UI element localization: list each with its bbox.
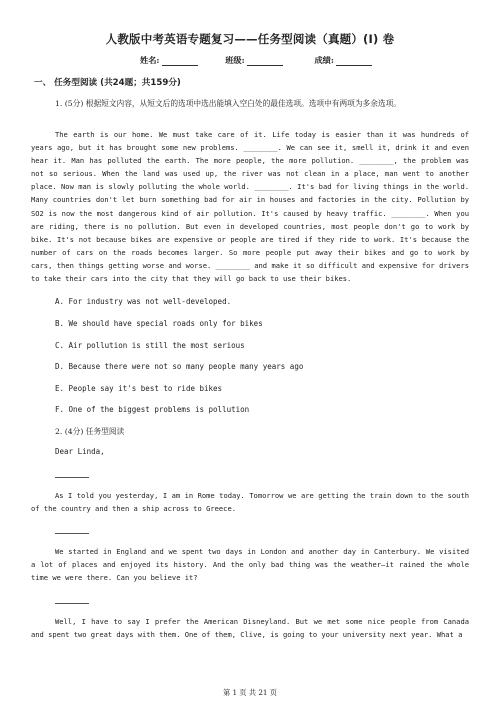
name-blank[interactable] <box>162 56 198 66</box>
name-label: 姓名: <box>140 55 160 65</box>
question-2-header: 2. (4分) 任务型阅读 <box>55 427 125 436</box>
letter-greeting: Dear Linda, <box>55 447 105 456</box>
score-label: 成绩: <box>314 55 334 65</box>
option-c: C. Air pollution is still the most serious <box>55 341 245 350</box>
letter-paragraph-3: Well, I have to say I prefer the American Disneyland. But we met some nice people from Canada and spent two great days with them. One of them, Clive, is going to your university next year. What a <box>31 617 469 640</box>
page-number: 第 1 页 共 21 页 <box>223 688 277 697</box>
class-blank[interactable] <box>247 56 283 66</box>
student-info-line <box>140 55 372 66</box>
option-e: E. People say it's best to ride bikes <box>55 384 223 393</box>
score-blank[interactable] <box>336 56 372 66</box>
option-d: D. Because there were not so many people many years ago <box>55 362 304 371</box>
option-a: A. For industry was not well-developed. <box>55 297 232 306</box>
option-b: B. We should have special roads only for bikes <box>55 319 263 328</box>
answer-blank-3[interactable] <box>55 603 89 604</box>
letter-paragraph-2: We started in England and we spent two days in London and another day in Canterbury. We visited a lot of places and enjoyed its history. And the only bad thing was the weather—it rained the whole time we were there. Can you believe it? <box>31 547 469 583</box>
class-label: 班级: <box>225 55 245 65</box>
question-1-header: 1. (5分) 根据短文内容，从短文后的选项中选出能填入空白处的最佳选项。选项中有两项为多余选项。 <box>55 99 401 108</box>
letter-paragraph-1: As I told you yesterday, I am in Rome today. Tomorrow we are getting the train down to the south of the country and then a ship across to Greece. <box>31 491 469 514</box>
document-title: 人教版中考英语专题复习——任务型阅读（真题）(I) 卷 <box>105 32 395 46</box>
answer-blank-1[interactable] <box>55 477 89 478</box>
question-1-passage: The earth is our home. We must take care of it. Life today is easier than it was hundreds of years ago, but it has brought some new problems. ________. We can see it, smell it, drink it and even hear it. Man has polluted the earth. The more people, the more pollution. ________, the problem was not so serious. When the land was used up, the river was not clean in a place, man went to another place. Now man is slowly polluting the whole world. ________. It's bad for living things in the world. Many countries don't let burn something bad for air in houses and factories in the city. Pollution by SO2 is now the most dangerous kind of air pollution. It's caused by heavy traffic. ________. When you are riding, there is no pollution. But even in developed countries, most people don't go to work by bike. It's not because bikes are expensive or people are tired if they ride to work. It's because the number of cars on the roads becomes larger. So more people put away their bikes and go to work by cars, then things getting worse and worse. ________ and make it so difficult and expensive for drivers to take their cars into the city that they will go back to use their bikes. <box>31 130 469 284</box>
option-f: F. One of the biggest problems is pollution <box>55 405 250 414</box>
answer-blank-2[interactable] <box>55 533 89 534</box>
section-heading: 一、 任务型阅读 (共24题；共159分) <box>34 78 181 88</box>
